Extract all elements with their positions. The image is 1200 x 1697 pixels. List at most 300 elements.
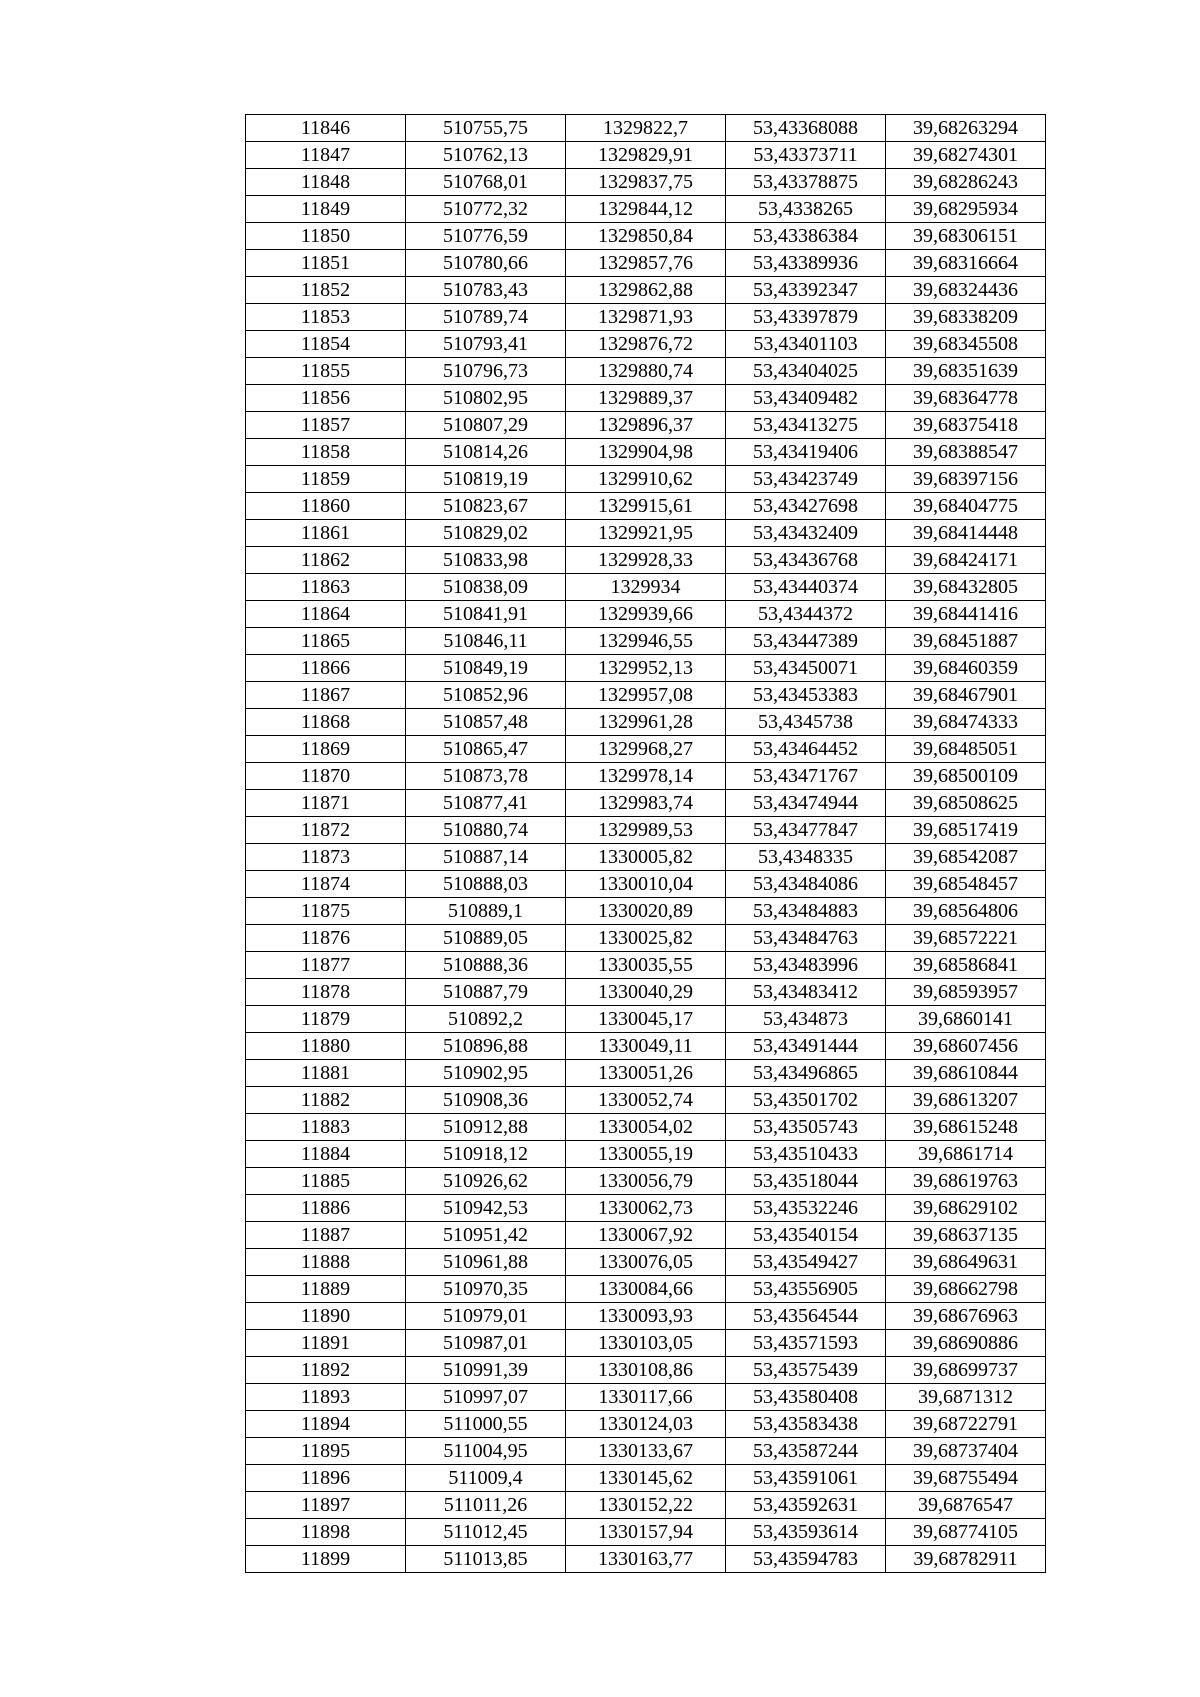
table-row — [246, 1006, 1046, 1033]
table-row — [246, 547, 1046, 574]
longitude-cell: 39,68782911 — [886, 1546, 1046, 1573]
x-coordinate-cell: 510888,36 — [406, 952, 566, 979]
table-row — [246, 817, 1046, 844]
y-coordinate-cell: 1330062,73 — [566, 1195, 726, 1222]
latitude-cell: 53,43397879 — [726, 304, 886, 331]
table-row — [246, 1249, 1046, 1276]
x-coordinate-cell: 510768,01 — [406, 169, 566, 196]
y-coordinate-cell: 1330152,22 — [566, 1492, 726, 1519]
y-coordinate-cell: 1330084,66 — [566, 1276, 726, 1303]
y-coordinate-cell: 1330067,92 — [566, 1222, 726, 1249]
y-coordinate-cell: 1329957,08 — [566, 682, 726, 709]
x-coordinate-cell: 510918,12 — [406, 1141, 566, 1168]
y-coordinate-cell: 1329921,95 — [566, 520, 726, 547]
latitude-cell: 53,43389936 — [726, 250, 886, 277]
latitude-cell: 53,43404025 — [726, 358, 886, 385]
longitude-cell: 39,68613207 — [886, 1087, 1046, 1114]
table-row — [246, 790, 1046, 817]
x-coordinate-cell: 510776,59 — [406, 223, 566, 250]
point-number-cell: 11847 — [246, 142, 406, 169]
longitude-cell: 39,6861714 — [886, 1141, 1046, 1168]
y-coordinate-cell: 1329915,61 — [566, 493, 726, 520]
x-coordinate-cell: 510823,67 — [406, 493, 566, 520]
table-row — [246, 601, 1046, 628]
y-coordinate-cell: 1330117,66 — [566, 1384, 726, 1411]
x-coordinate-cell: 510829,02 — [406, 520, 566, 547]
latitude-cell: 53,4348335 — [726, 844, 886, 871]
longitude-cell: 39,68467901 — [886, 682, 1046, 709]
y-coordinate-cell: 1330056,79 — [566, 1168, 726, 1195]
latitude-cell: 53,43483412 — [726, 979, 886, 1006]
latitude-cell: 53,43491444 — [726, 1033, 886, 1060]
longitude-cell: 39,68404775 — [886, 493, 1046, 520]
table-row — [246, 1276, 1046, 1303]
table-row — [246, 844, 1046, 871]
x-coordinate-cell: 510892,2 — [406, 1006, 566, 1033]
point-number-cell: 11858 — [246, 439, 406, 466]
longitude-cell: 39,68263294 — [886, 115, 1046, 142]
x-coordinate-cell: 510887,14 — [406, 844, 566, 871]
table-row — [246, 1114, 1046, 1141]
point-number-cell: 11888 — [246, 1249, 406, 1276]
longitude-cell: 39,68649631 — [886, 1249, 1046, 1276]
longitude-cell: 39,68432805 — [886, 574, 1046, 601]
latitude-cell: 53,43386384 — [726, 223, 886, 250]
y-coordinate-cell: 1329850,84 — [566, 223, 726, 250]
latitude-cell: 53,43453383 — [726, 682, 886, 709]
longitude-cell: 39,68424171 — [886, 547, 1046, 574]
point-number-cell: 11863 — [246, 574, 406, 601]
point-number-cell: 11882 — [246, 1087, 406, 1114]
table-row — [246, 1195, 1046, 1222]
x-coordinate-cell: 510970,35 — [406, 1276, 566, 1303]
table-row — [246, 574, 1046, 601]
latitude-cell: 53,43484883 — [726, 898, 886, 925]
latitude-cell: 53,43496865 — [726, 1060, 886, 1087]
x-coordinate-cell: 511000,55 — [406, 1411, 566, 1438]
latitude-cell: 53,43580408 — [726, 1384, 886, 1411]
table-row — [246, 1519, 1046, 1546]
latitude-cell: 53,43571593 — [726, 1330, 886, 1357]
table-row — [246, 709, 1046, 736]
x-coordinate-cell: 510912,88 — [406, 1114, 566, 1141]
table-row — [246, 466, 1046, 493]
x-coordinate-cell: 510896,88 — [406, 1033, 566, 1060]
coordinates-table — [245, 114, 1046, 1573]
point-number-cell: 11854 — [246, 331, 406, 358]
point-number-cell: 11866 — [246, 655, 406, 682]
y-coordinate-cell: 1329961,28 — [566, 709, 726, 736]
point-number-cell: 11865 — [246, 628, 406, 655]
longitude-cell: 39,68662798 — [886, 1276, 1046, 1303]
y-coordinate-cell: 1330025,82 — [566, 925, 726, 952]
point-number-cell: 11892 — [246, 1357, 406, 1384]
y-coordinate-cell: 1330093,93 — [566, 1303, 726, 1330]
longitude-cell: 39,68564806 — [886, 898, 1046, 925]
latitude-cell: 53,43447389 — [726, 628, 886, 655]
longitude-cell: 39,68397156 — [886, 466, 1046, 493]
x-coordinate-cell: 510873,78 — [406, 763, 566, 790]
latitude-cell: 53,43413275 — [726, 412, 886, 439]
point-number-cell: 11848 — [246, 169, 406, 196]
longitude-cell: 39,68690886 — [886, 1330, 1046, 1357]
latitude-cell: 53,43483996 — [726, 952, 886, 979]
longitude-cell: 39,68593957 — [886, 979, 1046, 1006]
point-number-cell: 11874 — [246, 871, 406, 898]
y-coordinate-cell: 1330103,05 — [566, 1330, 726, 1357]
y-coordinate-cell: 1330040,29 — [566, 979, 726, 1006]
x-coordinate-cell: 510846,11 — [406, 628, 566, 655]
y-coordinate-cell: 1329928,33 — [566, 547, 726, 574]
point-number-cell: 11876 — [246, 925, 406, 952]
point-number-cell: 11869 — [246, 736, 406, 763]
longitude-cell: 39,68699737 — [886, 1357, 1046, 1384]
longitude-cell: 39,68316664 — [886, 250, 1046, 277]
x-coordinate-cell: 510889,1 — [406, 898, 566, 925]
latitude-cell: 53,4344372 — [726, 601, 886, 628]
y-coordinate-cell: 1330005,82 — [566, 844, 726, 871]
latitude-cell: 53,43587244 — [726, 1438, 886, 1465]
longitude-cell: 39,68286243 — [886, 169, 1046, 196]
point-number-cell: 11864 — [246, 601, 406, 628]
y-coordinate-cell: 1329983,74 — [566, 790, 726, 817]
y-coordinate-cell: 1329934 — [566, 574, 726, 601]
point-number-cell: 11891 — [246, 1330, 406, 1357]
table-row — [246, 520, 1046, 547]
latitude-cell: 53,43575439 — [726, 1357, 886, 1384]
x-coordinate-cell: 510987,01 — [406, 1330, 566, 1357]
x-coordinate-cell: 510841,91 — [406, 601, 566, 628]
point-number-cell: 11862 — [246, 547, 406, 574]
x-coordinate-cell: 510796,73 — [406, 358, 566, 385]
table-row — [246, 1357, 1046, 1384]
latitude-cell: 53,43440374 — [726, 574, 886, 601]
longitude-cell: 39,68508625 — [886, 790, 1046, 817]
longitude-cell: 39,68607456 — [886, 1033, 1046, 1060]
y-coordinate-cell: 1329904,98 — [566, 439, 726, 466]
longitude-cell: 39,68351639 — [886, 358, 1046, 385]
point-number-cell: 11896 — [246, 1465, 406, 1492]
latitude-cell: 53,43501702 — [726, 1087, 886, 1114]
x-coordinate-cell: 510902,95 — [406, 1060, 566, 1087]
latitude-cell: 53,43505743 — [726, 1114, 886, 1141]
table-row — [246, 1222, 1046, 1249]
latitude-cell: 53,43401103 — [726, 331, 886, 358]
latitude-cell: 53,43450071 — [726, 655, 886, 682]
x-coordinate-cell: 510807,29 — [406, 412, 566, 439]
x-coordinate-cell: 510888,03 — [406, 871, 566, 898]
latitude-cell: 53,43484086 — [726, 871, 886, 898]
latitude-cell: 53,43549427 — [726, 1249, 886, 1276]
latitude-cell: 53,43484763 — [726, 925, 886, 952]
table-row — [246, 898, 1046, 925]
point-number-cell: 11861 — [246, 520, 406, 547]
x-coordinate-cell: 510819,19 — [406, 466, 566, 493]
y-coordinate-cell: 1329939,66 — [566, 601, 726, 628]
table-row — [246, 1546, 1046, 1573]
point-number-cell: 11859 — [246, 466, 406, 493]
x-coordinate-cell: 510793,41 — [406, 331, 566, 358]
latitude-cell: 53,43373711 — [726, 142, 886, 169]
longitude-cell: 39,68615248 — [886, 1114, 1046, 1141]
y-coordinate-cell: 1329880,74 — [566, 358, 726, 385]
y-coordinate-cell: 1329989,53 — [566, 817, 726, 844]
x-coordinate-cell: 511004,95 — [406, 1438, 566, 1465]
x-coordinate-cell: 510979,01 — [406, 1303, 566, 1330]
y-coordinate-cell: 1329952,13 — [566, 655, 726, 682]
latitude-cell: 53,43436768 — [726, 547, 886, 574]
table-row — [246, 223, 1046, 250]
table-row — [246, 1384, 1046, 1411]
y-coordinate-cell: 1330124,03 — [566, 1411, 726, 1438]
y-coordinate-cell: 1329871,93 — [566, 304, 726, 331]
point-number-cell: 11881 — [246, 1060, 406, 1087]
x-coordinate-cell: 510997,07 — [406, 1384, 566, 1411]
table-row — [246, 115, 1046, 142]
longitude-cell: 39,68722791 — [886, 1411, 1046, 1438]
point-number-cell: 11897 — [246, 1492, 406, 1519]
latitude-cell: 53,43592631 — [726, 1492, 886, 1519]
y-coordinate-cell: 1329844,12 — [566, 196, 726, 223]
x-coordinate-cell: 510951,42 — [406, 1222, 566, 1249]
x-coordinate-cell: 510857,48 — [406, 709, 566, 736]
latitude-cell: 53,43471767 — [726, 763, 886, 790]
table-row — [246, 628, 1046, 655]
y-coordinate-cell: 1330145,62 — [566, 1465, 726, 1492]
y-coordinate-cell: 1330133,67 — [566, 1438, 726, 1465]
longitude-cell: 39,6860141 — [886, 1006, 1046, 1033]
point-number-cell: 11856 — [246, 385, 406, 412]
latitude-cell: 53,43510433 — [726, 1141, 886, 1168]
point-number-cell: 11894 — [246, 1411, 406, 1438]
point-number-cell: 11890 — [246, 1303, 406, 1330]
table-row — [246, 1168, 1046, 1195]
longitude-cell: 39,68364778 — [886, 385, 1046, 412]
table-row — [246, 439, 1046, 466]
point-number-cell: 11899 — [246, 1546, 406, 1573]
x-coordinate-cell: 510926,62 — [406, 1168, 566, 1195]
table-row — [246, 871, 1046, 898]
point-number-cell: 11893 — [246, 1384, 406, 1411]
table-row — [246, 196, 1046, 223]
x-coordinate-cell: 510814,26 — [406, 439, 566, 466]
y-coordinate-cell: 1330055,19 — [566, 1141, 726, 1168]
table-row — [246, 304, 1046, 331]
table-row — [246, 493, 1046, 520]
longitude-cell: 39,68619763 — [886, 1168, 1046, 1195]
y-coordinate-cell: 1330052,74 — [566, 1087, 726, 1114]
longitude-cell: 39,68737404 — [886, 1438, 1046, 1465]
latitude-cell: 53,43594783 — [726, 1546, 886, 1573]
y-coordinate-cell: 1329829,91 — [566, 142, 726, 169]
x-coordinate-cell: 510780,66 — [406, 250, 566, 277]
point-number-cell: 11870 — [246, 763, 406, 790]
latitude-cell: 53,43464452 — [726, 736, 886, 763]
longitude-cell: 39,68676963 — [886, 1303, 1046, 1330]
table-row — [246, 1411, 1046, 1438]
longitude-cell: 39,68338209 — [886, 304, 1046, 331]
y-coordinate-cell: 1330163,77 — [566, 1546, 726, 1573]
x-coordinate-cell: 510942,53 — [406, 1195, 566, 1222]
table-row — [246, 250, 1046, 277]
longitude-cell: 39,68774105 — [886, 1519, 1046, 1546]
point-number-cell: 11849 — [246, 196, 406, 223]
table-row — [246, 736, 1046, 763]
x-coordinate-cell: 510865,47 — [406, 736, 566, 763]
y-coordinate-cell: 1329896,37 — [566, 412, 726, 439]
point-number-cell: 11868 — [246, 709, 406, 736]
point-number-cell: 11872 — [246, 817, 406, 844]
longitude-cell: 39,68414448 — [886, 520, 1046, 547]
point-number-cell: 11857 — [246, 412, 406, 439]
x-coordinate-cell: 511012,45 — [406, 1519, 566, 1546]
latitude-cell: 53,43378875 — [726, 169, 886, 196]
table-row — [246, 1330, 1046, 1357]
point-number-cell: 11889 — [246, 1276, 406, 1303]
point-number-cell: 11852 — [246, 277, 406, 304]
y-coordinate-cell: 1330010,04 — [566, 871, 726, 898]
point-number-cell: 11850 — [246, 223, 406, 250]
longitude-cell: 39,68548457 — [886, 871, 1046, 898]
y-coordinate-cell: 1330045,17 — [566, 1006, 726, 1033]
longitude-cell: 39,68451887 — [886, 628, 1046, 655]
table-row — [246, 925, 1046, 952]
x-coordinate-cell: 510772,32 — [406, 196, 566, 223]
latitude-cell: 53,43532246 — [726, 1195, 886, 1222]
longitude-cell: 39,68542087 — [886, 844, 1046, 871]
y-coordinate-cell: 1329910,62 — [566, 466, 726, 493]
table-row — [246, 1060, 1046, 1087]
longitude-cell: 39,68345508 — [886, 331, 1046, 358]
table-row — [246, 1465, 1046, 1492]
table-row — [246, 385, 1046, 412]
y-coordinate-cell: 1330157,94 — [566, 1519, 726, 1546]
x-coordinate-cell: 510838,09 — [406, 574, 566, 601]
longitude-cell: 39,68637135 — [886, 1222, 1046, 1249]
longitude-cell: 39,68460359 — [886, 655, 1046, 682]
table-row — [246, 1087, 1046, 1114]
latitude-cell: 53,43432409 — [726, 520, 886, 547]
point-number-cell: 11885 — [246, 1168, 406, 1195]
latitude-cell: 53,43427698 — [726, 493, 886, 520]
table-row — [246, 1492, 1046, 1519]
table-row — [246, 412, 1046, 439]
longitude-cell: 39,68572221 — [886, 925, 1046, 952]
table-row — [246, 682, 1046, 709]
point-number-cell: 11846 — [246, 115, 406, 142]
table-row — [246, 358, 1046, 385]
longitude-cell: 39,68500109 — [886, 763, 1046, 790]
longitude-cell: 39,68375418 — [886, 412, 1046, 439]
x-coordinate-cell: 510762,13 — [406, 142, 566, 169]
table-row — [246, 655, 1046, 682]
y-coordinate-cell: 1330049,11 — [566, 1033, 726, 1060]
latitude-cell: 53,43583438 — [726, 1411, 886, 1438]
x-coordinate-cell: 510877,41 — [406, 790, 566, 817]
latitude-cell: 53,43564544 — [726, 1303, 886, 1330]
x-coordinate-cell: 510852,96 — [406, 682, 566, 709]
y-coordinate-cell: 1329862,88 — [566, 277, 726, 304]
x-coordinate-cell: 510849,19 — [406, 655, 566, 682]
x-coordinate-cell: 511011,26 — [406, 1492, 566, 1519]
x-coordinate-cell: 510755,75 — [406, 115, 566, 142]
x-coordinate-cell: 510802,95 — [406, 385, 566, 412]
longitude-cell: 39,68388547 — [886, 439, 1046, 466]
y-coordinate-cell: 1329968,27 — [566, 736, 726, 763]
longitude-cell: 39,68517419 — [886, 817, 1046, 844]
longitude-cell: 39,68324436 — [886, 277, 1046, 304]
point-number-cell: 11887 — [246, 1222, 406, 1249]
x-coordinate-cell: 510908,36 — [406, 1087, 566, 1114]
x-coordinate-cell: 511013,85 — [406, 1546, 566, 1573]
table-row — [246, 331, 1046, 358]
x-coordinate-cell: 510880,74 — [406, 817, 566, 844]
latitude-cell: 53,43591061 — [726, 1465, 886, 1492]
point-number-cell: 11873 — [246, 844, 406, 871]
point-number-cell: 11884 — [246, 1141, 406, 1168]
point-number-cell: 11875 — [246, 898, 406, 925]
point-number-cell: 11878 — [246, 979, 406, 1006]
longitude-cell: 39,68306151 — [886, 223, 1046, 250]
latitude-cell: 53,43556905 — [726, 1276, 886, 1303]
longitude-cell: 39,68485051 — [886, 736, 1046, 763]
latitude-cell: 53,434873 — [726, 1006, 886, 1033]
latitude-cell: 53,43540154 — [726, 1222, 886, 1249]
x-coordinate-cell: 510789,74 — [406, 304, 566, 331]
x-coordinate-cell: 510889,05 — [406, 925, 566, 952]
longitude-cell: 39,68441416 — [886, 601, 1046, 628]
table-row — [246, 169, 1046, 196]
point-number-cell: 11855 — [246, 358, 406, 385]
latitude-cell: 53,4338265 — [726, 196, 886, 223]
x-coordinate-cell: 510833,98 — [406, 547, 566, 574]
x-coordinate-cell: 510887,79 — [406, 979, 566, 1006]
point-number-cell: 11898 — [246, 1519, 406, 1546]
point-number-cell: 11886 — [246, 1195, 406, 1222]
point-number-cell: 11895 — [246, 1438, 406, 1465]
y-coordinate-cell: 1330054,02 — [566, 1114, 726, 1141]
y-coordinate-cell: 1329889,37 — [566, 385, 726, 412]
table-row — [246, 1141, 1046, 1168]
table-row — [246, 763, 1046, 790]
latitude-cell: 53,43423749 — [726, 466, 886, 493]
latitude-cell: 53,4345738 — [726, 709, 886, 736]
point-number-cell: 11883 — [246, 1114, 406, 1141]
point-number-cell: 11853 — [246, 304, 406, 331]
longitude-cell: 39,68755494 — [886, 1465, 1046, 1492]
x-coordinate-cell: 510961,88 — [406, 1249, 566, 1276]
x-coordinate-cell: 510783,43 — [406, 277, 566, 304]
y-coordinate-cell: 1330020,89 — [566, 898, 726, 925]
longitude-cell: 39,68295934 — [886, 196, 1046, 223]
table-row — [246, 142, 1046, 169]
table-row — [246, 952, 1046, 979]
y-coordinate-cell: 1330076,05 — [566, 1249, 726, 1276]
longitude-cell: 39,68474333 — [886, 709, 1046, 736]
table-row — [246, 277, 1046, 304]
longitude-cell: 39,68274301 — [886, 142, 1046, 169]
latitude-cell: 53,43392347 — [726, 277, 886, 304]
latitude-cell: 53,43593614 — [726, 1519, 886, 1546]
x-coordinate-cell: 510991,39 — [406, 1357, 566, 1384]
longitude-cell: 39,68586841 — [886, 952, 1046, 979]
y-coordinate-cell: 1329857,76 — [566, 250, 726, 277]
longitude-cell: 39,6876547 — [886, 1492, 1046, 1519]
y-coordinate-cell: 1329978,14 — [566, 763, 726, 790]
point-number-cell: 11851 — [246, 250, 406, 277]
latitude-cell: 53,43477847 — [726, 817, 886, 844]
point-number-cell: 11879 — [246, 1006, 406, 1033]
